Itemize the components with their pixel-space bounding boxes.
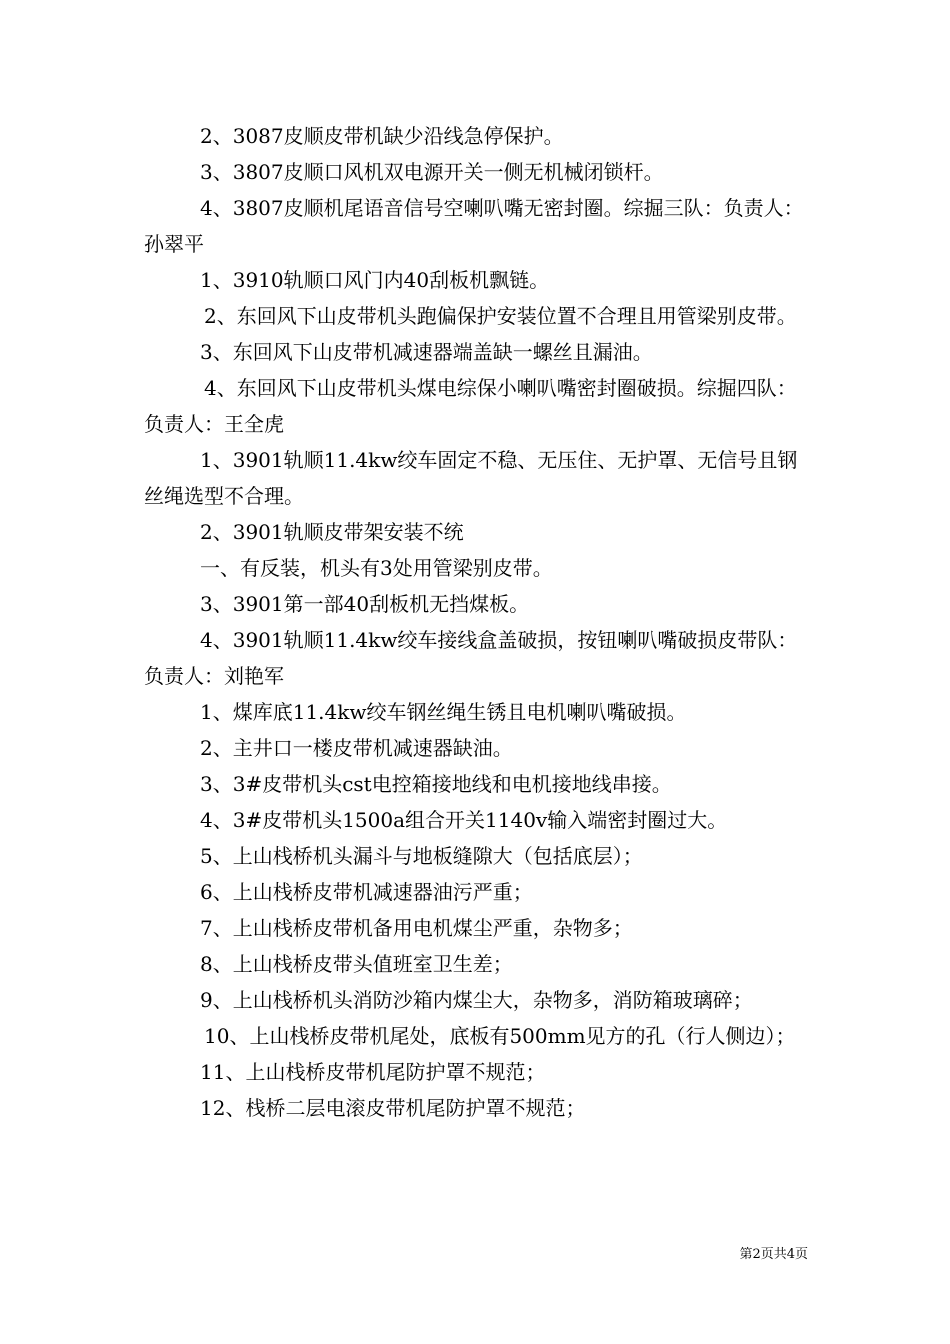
paragraph: 1、3901轨顺11.4kw绞车固定不稳、无压住、无护罩、无信号且钢丝绳选型不合理。 xyxy=(144,448,798,508)
paragraph: 10、上山栈桥皮带机尾处，底板有500mm见方的孔（行人侧边）； xyxy=(204,1024,796,1048)
paragraph: 4、3901轨顺11.4kw绞车接线盒盖破损，按钮喇叭嘴破损皮带队：负责人：刘艳军 xyxy=(144,628,798,688)
paragraph: 一、有反装，机头有3处用管梁别皮带。 xyxy=(200,556,553,580)
paragraph: 3、3#皮带机头cst电控箱接地线和电机接地线串接。 xyxy=(200,772,672,796)
paragraph: 2、主井口一楼皮带机减速器缺油。 xyxy=(200,736,513,760)
page-number: 第2页共4页 xyxy=(739,1247,808,1262)
paragraph: 5、上山栈桥机头漏斗与地板缝隙大（包括底层）； xyxy=(200,844,643,868)
paragraph: 3、3807皮顺口风机双电源开关一侧无机械闭锁杆。 xyxy=(200,160,664,184)
paragraph: 1、3910轨顺口风门内40刮板机飘链。 xyxy=(200,268,550,292)
document-body xyxy=(144,118,808,1126)
paragraph: 12、栈桥二层电滚皮带机尾防护罩不规范； xyxy=(200,1096,586,1120)
paragraph: 7、上山栈桥皮带机备用电机煤尘严重，杂物多； xyxy=(200,916,633,940)
paragraph: 6、上山栈桥皮带机减速器油污严重； xyxy=(200,880,533,904)
paragraph: 2、3087皮顺皮带机缺少沿线急停保护。 xyxy=(200,124,564,148)
paragraph: 3、3901第一部40刮板机无挡煤板。 xyxy=(200,592,530,616)
paragraph: 2、东回风下山皮带机头跑偏保护安装位置不合理且用管梁别皮带。 xyxy=(204,304,797,328)
paragraph: 8、上山栈桥皮带头值班室卫生差； xyxy=(200,952,513,976)
paragraph: 11、上山栈桥皮带机尾防护罩不规范； xyxy=(200,1060,546,1084)
paragraph: 9、上山栈桥机头消防沙箱内煤尘大，杂物多，消防箱玻璃碎； xyxy=(200,988,753,1012)
paragraph: 2、3901轨顺皮带架安装不统 xyxy=(200,520,464,544)
paragraph: 4、东回风下山皮带机头煤电综保小喇叭嘴密封圈破损。综掘四队：负责人：王全虎 xyxy=(144,376,797,436)
paragraph: 3、东回风下山皮带机减速器端盖缺一螺丝且漏油。 xyxy=(200,340,653,364)
paragraph: 4、3#皮带机头1500a组合开关1140v输入端密封圈过大。 xyxy=(200,808,728,832)
paragraph: 4、3807皮顺机尾语音信号空喇叭嘴无密封圈。综掘三队：负责人：孙翠平 xyxy=(144,196,804,256)
paragraph: 1、煤库底11.4kw绞车钢丝绳生锈且电机喇叭嘴破损。 xyxy=(200,700,687,724)
